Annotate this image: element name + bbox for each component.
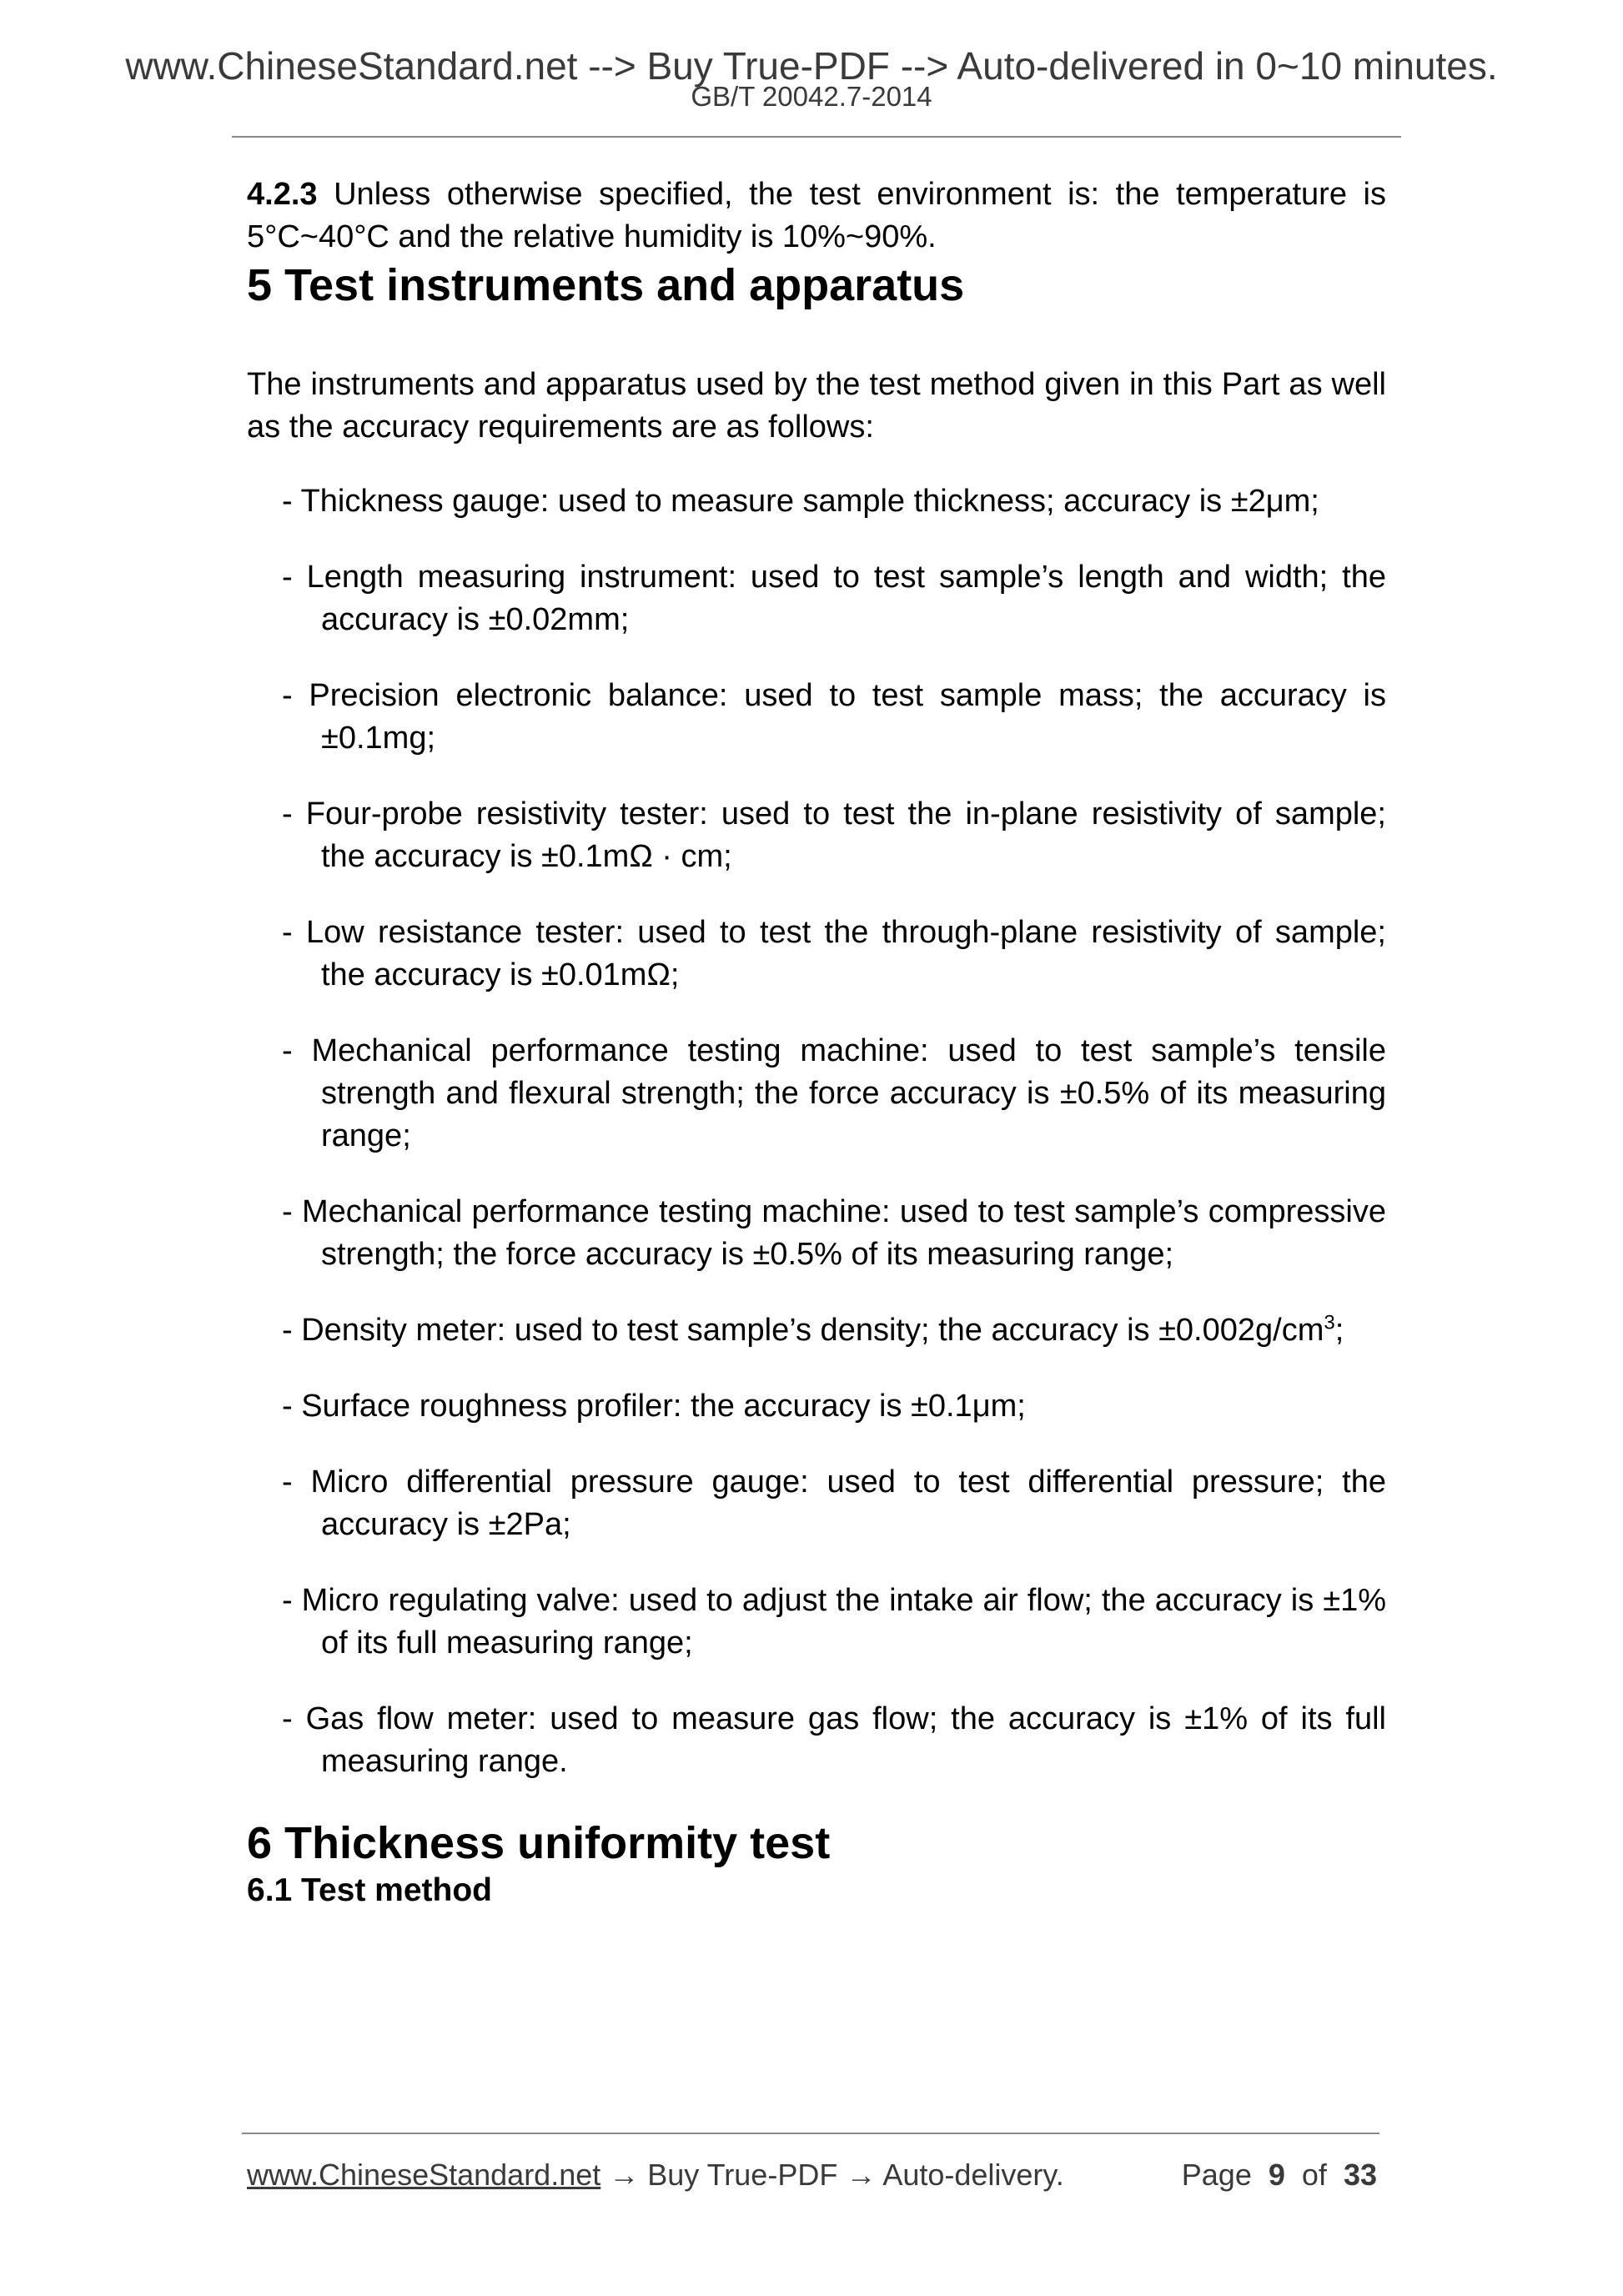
density-text: - Density meter: used to test sample’s density; the accuracy is ±0.002g/cm <box>282 1313 1324 1348</box>
section-5-heading: 5 Test instruments and apparatus <box>247 260 965 310</box>
list-item: - Thickness gauge: used to measure sample thickness; accuracy is ±2μm; <box>282 484 1319 519</box>
list-item: - Low resistance tester: used to test the through-plane resistivity of sample; the accuracy is ±0.01mΩ; <box>282 915 1386 992</box>
header-divider <box>232 136 1401 138</box>
page-label: Page <box>1181 2158 1252 2192</box>
section-6-heading: 6 Thickness uniformity test <box>247 1818 831 1868</box>
list-item: - Gas flow meter: used to measure gas flow; the accuracy is ±1% of its full measuring range. <box>282 1701 1386 1779</box>
list-item: - Mechanical performance testing machine: used to test sample’s tensile strength and flexural strength; the force accuracy is ±0.5% of its measuring range; <box>282 1033 1386 1153</box>
of-label: of <box>1301 2158 1327 2192</box>
clause-number: 4.2.3 <box>247 177 318 212</box>
clause-text: Unless otherwise specified, the test environment is: the temperature is 5°C~40°C and the relative humidity is 10%~90%. <box>247 177 1386 254</box>
density-suffix: ; <box>1334 1313 1344 1348</box>
list-item-density <box>282 1309 1386 1352</box>
page-number: 9 <box>1268 2158 1285 2192</box>
site-banner: www.ChineseStandard.net --> Buy True-PDF --> Auto-delivered in 0~10 minutes. <box>125 44 1498 88</box>
page-footer <box>247 2157 1377 2193</box>
footer-divider <box>242 2133 1379 2134</box>
list-item: - Micro differential pressure gauge: used to test differential pressure; the accuracy is ±2Pa; <box>282 1465 1386 1542</box>
list-item: - Surface roughness profiler: the accuracy is ±0.1μm; <box>282 1389 1026 1424</box>
standard-id: GB/T 20042.7-2014 <box>691 81 932 112</box>
clause-4-2-3 <box>247 173 1386 259</box>
list-item: - Precision electronic balance: used to test sample mass; the accuracy is ±0.1mg; <box>282 678 1386 756</box>
instrument-list <box>247 480 1386 1783</box>
page-indicator <box>1182 2157 1377 2193</box>
list-item: - Four-probe resistivity tester: used to test the in-plane resistivity of sample; the accuracy is ±0.1mΩ · cm; <box>282 796 1386 874</box>
total-pages: 33 <box>1343 2158 1377 2192</box>
list-item: - Micro regulating valve: used to adjust the intake air flow; the accuracy is ±1% of its full measuring range; <box>282 1583 1386 1660</box>
subsection-6-1-heading: 6.1 Test method <box>247 1872 493 1908</box>
document-body <box>247 173 1386 1912</box>
section-5-intro: The instruments and apparatus used by the test method given in this Part as well as the accuracy requirements are as follows: <box>247 367 1386 445</box>
footer-site-link[interactable]: www.ChineseStandard.net <box>247 2158 601 2192</box>
list-item: - Mechanical performance testing machine: used to test sample’s compressive strength; the force accuracy is ±0.5% of its measuring range; <box>282 1194 1386 1272</box>
density-superscript: 3 <box>1324 1311 1335 1334</box>
footer-tagline: → Buy True-PDF → Auto-delivery. <box>600 2158 1064 2192</box>
list-item: - Length measuring instrument: used to test sample’s length and width; the accuracy is ±0.02mm; <box>282 560 1386 637</box>
